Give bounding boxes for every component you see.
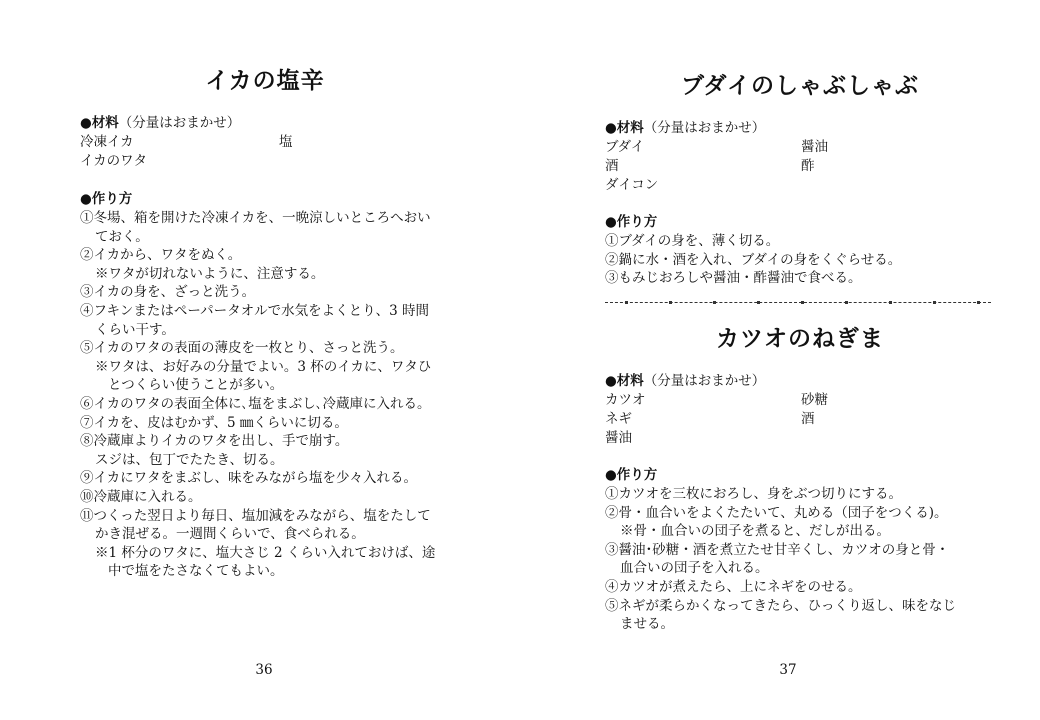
- step-line: ⑪つくった翌日より毎日、塩加減をみながら、塩をたして: [80, 507, 431, 524]
- materials-heading: [605, 119, 765, 138]
- step-line: ておく。: [95, 228, 149, 245]
- recipe-title-budai-shabushabu: ブダイのしゃぶしゃぶ: [681, 73, 919, 99]
- step-line: スジは、包丁でたたき、切る。: [95, 451, 284, 468]
- step-line: ⑥イカのワタの表面全体に､塩をまぶし､冷蔵庫に入れる。: [80, 395, 431, 412]
- step-line: ①ブダイの身を、薄く切る。: [605, 233, 780, 249]
- step-line: ませる。: [620, 616, 674, 633]
- step-line: ②骨・血合いをよくたたいて、丸める（団子をつくる)。: [605, 504, 948, 521]
- method-heading: [605, 466, 657, 485]
- step-line: ③醤油･砂糖・酒を煮立たせ甘辛くし、カツオの身と骨・: [605, 541, 950, 558]
- materials-note: （分量はおまかせ）: [643, 120, 766, 136]
- step-line: かき混ぜる。一週間くらいで、食べられる。: [95, 526, 365, 543]
- page-number: 37: [779, 662, 797, 678]
- divider-dot: [625, 301, 628, 304]
- method-label: ●作り方: [605, 467, 658, 483]
- recipe-title-ika-shiokara: イカの塩辛: [205, 68, 325, 94]
- step-line: ⑧冷蔵庫よりイカのワタを出し、手で崩す。: [80, 433, 349, 450]
- step-note: 中で塩をたさなくてもよい。: [108, 563, 284, 580]
- ingredient-item: 醤油: [801, 139, 828, 155]
- materials-note: （分量はおまかせ）: [643, 373, 766, 389]
- step-note: ※骨・血合いの団子を煮ると、だしが出る。: [620, 523, 890, 540]
- ingredient-item: 酢: [801, 158, 815, 174]
- step-line: ⑤ネギが柔らかくなってきたら、ひっくり返し、味をなじ: [605, 597, 956, 614]
- step-line: ②イカから、ワタをぬく。: [80, 247, 242, 264]
- step-note: ※1 杯分のワタに、塩大さじ 2 くらい入れておけば、途: [95, 544, 436, 561]
- step-line: ③イカの身を、ざっと洗う。: [80, 284, 256, 301]
- step-note: ※ワタが切れないように、注意する。: [95, 265, 325, 282]
- section-divider: [605, 302, 991, 303]
- method-heading: [605, 213, 657, 232]
- method-steps: [605, 232, 901, 288]
- divider-dot: [801, 301, 804, 304]
- ingredient-item: ネギ: [605, 411, 632, 427]
- divider-dot: [757, 301, 760, 304]
- step-line: ①カツオを三枚におろし、身をぶつ切りにする。: [605, 486, 902, 502]
- step-line: ⑨イカにワタをまぶし、味をみながら塩を少々入れる。: [80, 470, 417, 487]
- step-line: ③もみじおろしや醤油・酢醤油で食べる。: [605, 270, 862, 287]
- step-line: ①冬場、箱を開けた冷凍イカを、一晩涼しいところへおい: [80, 210, 431, 226]
- ingredient-item: ダイコン: [605, 177, 659, 193]
- step-line: ⑦イカを、皮はむかず、5 ㎜くらいに切る。: [80, 414, 348, 431]
- step-note: とつくらい使うことが多い。: [108, 377, 284, 394]
- method-label: ●作り方: [605, 214, 658, 230]
- ingredient-item: 醤油: [605, 430, 632, 446]
- method-steps: [605, 485, 956, 634]
- method-steps: [80, 209, 435, 581]
- divider-dot: [889, 301, 892, 304]
- materials-label: ●材料: [80, 115, 119, 131]
- step-line: ⑩冷蔵庫に入れる。: [80, 488, 202, 505]
- page-number: 36: [255, 662, 273, 678]
- method-heading: [80, 190, 132, 209]
- materials-note: （分量はおまかせ）: [118, 115, 241, 131]
- materials-label: ●材料: [605, 120, 644, 136]
- divider-dot: [669, 301, 672, 304]
- divider-dot: [713, 301, 716, 304]
- step-note: ※ワタは、お好みの分量でよい。3 杯のイカに、ワタひ: [95, 358, 432, 375]
- right-page: [520, 0, 1040, 720]
- ingredient-item: 酒: [801, 411, 815, 427]
- ingredient-item: ブダイ: [605, 139, 645, 155]
- divider-dot: [977, 301, 980, 304]
- ingredient-item: 酒: [605, 158, 619, 174]
- divider-dot: [845, 301, 848, 304]
- ingredient-item: 冷凍イカ: [80, 134, 134, 150]
- ingredient-item: 砂糖: [801, 392, 828, 408]
- step-line: くらい干す。: [95, 321, 175, 338]
- step-line: ④フキンまたはペーパータオルで水気をよくとり、3 時間: [80, 302, 430, 319]
- materials-heading: [605, 372, 765, 391]
- ingredient-item: イカのワタ: [80, 153, 147, 169]
- ingredient-item: カツオ: [605, 392, 646, 408]
- step-line: ④カツオが煮えたら、上にネギをのせる。: [605, 578, 862, 595]
- step-line: ⑤イカのワタの表面の薄皮を一枚とり、さっと洗う。: [80, 340, 404, 357]
- step-line: ②鍋に水・酒を入れ、ブダイの身をくぐらせる。: [605, 251, 902, 268]
- materials-label: ●材料: [605, 373, 644, 389]
- recipe-title-katsuo-negima: カツオのねぎま: [716, 326, 884, 352]
- method-label: ●作り方: [80, 191, 133, 207]
- step-line: 血合いの団子を入れる。: [620, 560, 769, 577]
- divider-dot: [933, 301, 936, 304]
- materials-heading: [80, 114, 240, 133]
- ingredient-item: 塩: [279, 134, 293, 150]
